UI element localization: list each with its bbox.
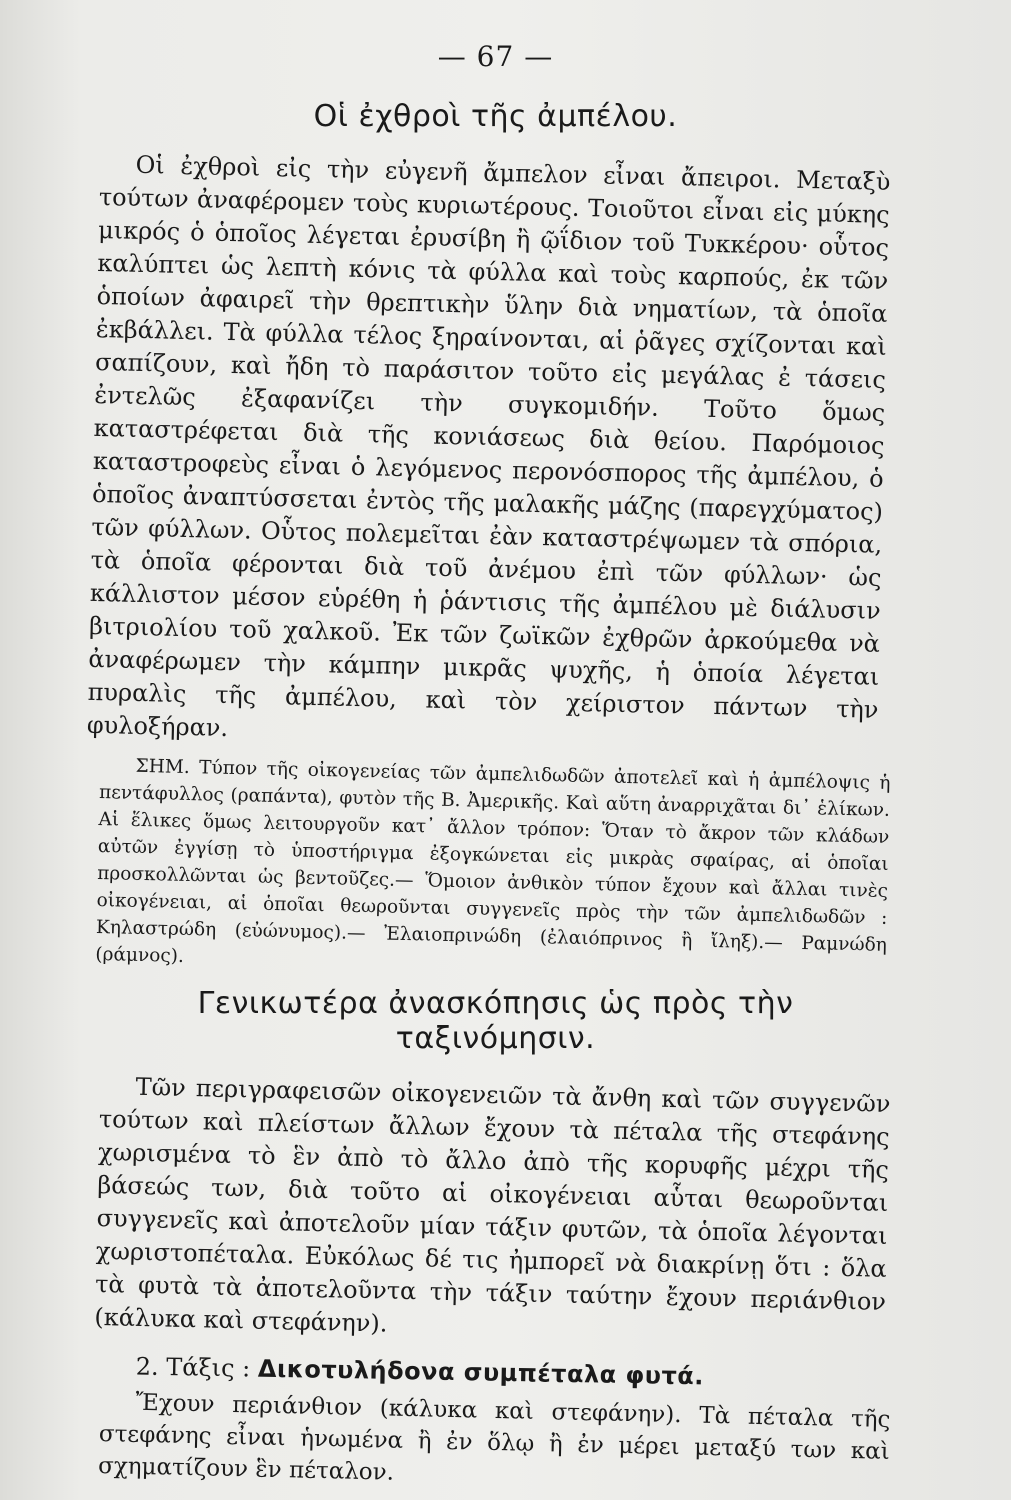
class-heading bbox=[110, 1352, 891, 1394]
section-title: Οἱ ἐχθροὶ τῆς ἀμπέλου. bbox=[313, 99, 678, 134]
class-number: 2. Τάξις : bbox=[135, 1352, 251, 1383]
section-title-classification: Γενικωτέρα ἀνασκόπησις ὡς πρὸς τὴν ταξινόμησιν. bbox=[197, 986, 794, 1056]
body-paragraph-enemies: Οἱ ἐχθροὶ εἰς τὴν εὐγενῆ ἄμπελον εἶναι ἄπειροι. Μεταξὺ τούτων ἀναφέρομεν τοὺς κυριωτέρους. Τοιοῦτοι εἶναι εἰς μύκης μικρός ὁ ὁποῖος λέγεται ἐρυσίβη ἢ ῷΐδιον τοῦ Τυκκέρου· οὗτος καλύπτει ὡς λεπτὴ κόνις τὰ φύλλα καὶ τοὺς καρπούς, ἐκ τῶν ὁποίων ἀφαιρεῖ τὴν θρεπτικὴν ὕλην διὰ νηματίων, τὰ ὁποῖα ἐκβάλλει. Τὰ φύλλα τέλος ξηραίνονται, αἱ ῥᾶγες σχίζονται καὶ σαπίζουν, καὶ ἤδη τὸ παράσιτον τοῦτο εἰς μεγάλας ἐ τάσεις ἐντελῶς ἐξαφανίζει τὴν συγκομιδήν. Τοῦτο ὅμως καταστρέφεται διὰ τῆς κονιάσεως διὰ θείου. Παρόμοιος καταστροφεὺς εἶναι ὁ λεγόμενος περονόσπορος τῆς ἀμπέλου, ὁ ὁποῖος ἀναπτύσσεται ἐντὸς τῆς μαλακῆς μάζης (παρεγχύματος) τῶν φύλλων. Οὗτος πολεμεῖται ἐὰν καταστρέψωμεν τὰ σπόρια, τὰ ὁποῖα φέρονται διὰ τοῦ ἀνέμου ἐπὶ τῶν φύλλων· ὡς κάλλιστον μέσον εὑρέθη ἡ ῥάντισις τῆς ἀμπέλου μὲ διάλυσιν βιτριολίου τοῦ χαλκοῦ. Ἐκ τῶν ζωϊκῶν ἐχθρῶν ἀρκούμεθα νὰ ἀναφέρωμεν τὴν κάμπην μικρᾶς ψυχῆς, ἡ ὁποία λέγεται πυραλὶς τῆς ἀμπέλου, καὶ τὸν χείριστον πάντων τὴν φυλοξήραν. bbox=[86, 150, 891, 743]
body-paragraph-sympetala: Ἔχουν περιάνθιον (κάλυκα καὶ στεφάνην). Τὰ πέταλα τῆς στεφάνης εἶναι ἡνωμένα ἢ ἐν ὅλῳ ἢ ἐν μέρει μεταξύ των καὶ σχηματίζουν ἓν πέταλον. bbox=[97, 1389, 891, 1486]
body-paragraph-classification: Τῶν περιγραφεισῶν οἰκογενειῶν τὰ ἄνθη καὶ τῶν συγγενῶν τούτων καὶ πλείστων ἄλλων ἔχουν τὰ πέταλα τῆς στεφάνης χωρισμένα τὸ ἓν ἀπὸ τὸ ἄλλο ἀπὸ τῆς κορυφῆς μέχρι τῆς βάσεώς των, διὰ τοῦτο αἱ οἰκογένειαι αὗται θεωροῦνται συγγενεῖς καὶ ἀποτελοῦν μίαν τάξιν φυτῶν, τὰ ὁποῖα λέγονται χωριστοπέταλα. Εὐκόλως δέ τις ἠμπορεῖ νὰ διακρίνῃ ὅτι : ὅλα τὰ φυτὰ τὰ ἀποτελοῦντα τὴν τάξιν ταύτην ἔχουν περιάνθιον (κάλυκα καὶ στεφάνην). bbox=[94, 1072, 891, 1338]
class-name: Δικοτυλήδονα συμπέταλα φυτά. bbox=[257, 1354, 705, 1391]
note-paragraph: ΣΗΜ. Τύπον τῆς οἰκογενείας τῶν ἀμπελιδωδῶν ἀποτελεῖ καὶ ἡ ἀμπέλοψις ἡ πεντάφυλλος (ραπάντα), φυτὸν τῆς Β. Ἀμερικῆς. Καὶ αὕτη ἀναρριχᾶται δι᾽ ἑλίκων. Αἱ ἕλικες ὅμως λειτουργοῦν κατ᾽ ἄλλον τρόπον: Ὅταν τὸ ἄκρον τῶν κλάδων αὐτῶν ἐγγίσῃ τὸ ὑποστήριγμα ἐξογκώνεται εἰς μικρὰς σφαίρας, αἱ ὁποῖαι προσκολλῶνται ὡς βεντοῦζες.— Ὅμοιον ἀνθικὸν τύπον ἔχουν καὶ ἄλλαι τινὲς οἰκογένειαι, αἱ ὁποῖαι θεωροῦνται συγγενεῖς πρὸς τὴν τῶν ἀμπελιδωδῶν : Κηλαστρώδη (εὐώνυμος).— Ἐλαιοπρινώδη (ἐλαιόπρινος ἢ ἴληξ).— Ραμνώδη (ράμνος). bbox=[95, 755, 891, 967]
page-number: — 67 — bbox=[437, 40, 554, 73]
